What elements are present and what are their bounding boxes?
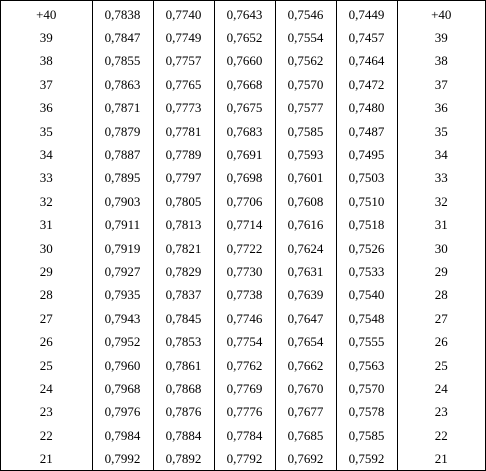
value-cell: 0,7871 — [92, 97, 153, 120]
table-row — [1, 50, 485, 73]
value-cell: 0,7562 — [275, 50, 336, 73]
temperature-cell: 23 — [1, 401, 92, 424]
value-cell: 0,7660 — [214, 50, 275, 73]
value-cell: 0,7563 — [336, 354, 397, 377]
density-table — [1, 1, 485, 471]
value-cell: 0,7984 — [92, 424, 153, 447]
table-body — [1, 1, 485, 471]
value-cell: 0,7670 — [275, 377, 336, 400]
table-row — [1, 143, 485, 166]
value-cell: 0,7578 — [336, 401, 397, 424]
temperature-cell: 28 — [1, 284, 92, 307]
value-cell: 0,7781 — [153, 120, 214, 143]
temperature-cell: 38 — [1, 50, 92, 73]
temperature-cell: 39 — [1, 26, 92, 49]
value-cell: 0,7992 — [92, 447, 153, 470]
temperature-cell-right: 38 — [434, 53, 448, 69]
temperature-cell: 32 — [1, 190, 92, 213]
value-cell: 0,7714 — [214, 214, 275, 237]
value-cell: 0,7624 — [275, 237, 336, 260]
value-cell: 0,7593 — [275, 143, 336, 166]
value-cell: 0,7487 — [336, 120, 397, 143]
temperature-cell-right: 29 — [434, 263, 448, 279]
value-cell: 0,7773 — [153, 97, 214, 120]
value-cell: 0,7784 — [214, 424, 275, 447]
value-cell: 0,7792 — [214, 447, 275, 470]
temperature-cell: 27 — [1, 307, 92, 330]
temperature-cell-right: 23 — [434, 404, 448, 420]
temperature-cell-right: 35 — [434, 123, 448, 139]
temperature-cell: 24 — [1, 377, 92, 400]
table-row — [1, 401, 485, 424]
value-cell: 0,7546 — [275, 1, 336, 26]
temperature-cell-right: 22 — [434, 427, 448, 443]
value-cell: 0,7518 — [336, 214, 397, 237]
temperature-cell: 25 — [1, 354, 92, 377]
value-cell: 0,7892 — [153, 447, 214, 470]
value-cell: 0,7960 — [92, 354, 153, 377]
value-cell: 0,7570 — [275, 73, 336, 96]
value-cell: 0,7813 — [153, 214, 214, 237]
value-cell: 0,7616 — [275, 214, 336, 237]
temperature-cell-right: 31 — [434, 217, 448, 233]
table-row — [1, 377, 485, 400]
temperature-cell: 34 — [1, 143, 92, 166]
value-cell: 0,7861 — [153, 354, 214, 377]
value-cell: 0,7740 — [153, 1, 214, 26]
temperature-cell: 31 — [1, 214, 92, 237]
value-cell: 0,7911 — [92, 214, 153, 237]
value-cell: 0,7585 — [275, 120, 336, 143]
value-cell: 0,7805 — [153, 190, 214, 213]
value-cell: 0,7592 — [336, 447, 397, 470]
table-row — [1, 307, 485, 330]
value-cell: 0,7692 — [275, 447, 336, 470]
value-cell: 0,7675 — [214, 97, 275, 120]
temperature-cell-right: +40 — [431, 6, 452, 22]
table-row — [1, 190, 485, 213]
value-cell: 0,7927 — [92, 260, 153, 283]
value-cell: 0,7838 — [92, 1, 153, 26]
temperature-cell-right: 37 — [434, 76, 448, 92]
value-cell: 0,7863 — [92, 73, 153, 96]
value-cell: 0,7895 — [92, 167, 153, 190]
value-cell: 0,7837 — [153, 284, 214, 307]
temperature-cell: 35 — [1, 120, 92, 143]
value-cell: 0,7884 — [153, 424, 214, 447]
temperature-cell-right: 39 — [434, 30, 448, 46]
value-cell: 0,7570 — [336, 377, 397, 400]
value-cell: 0,7555 — [336, 330, 397, 353]
value-cell: 0,7855 — [92, 50, 153, 73]
value-cell: 0,7639 — [275, 284, 336, 307]
table-row — [1, 354, 485, 377]
value-cell: 0,7868 — [153, 377, 214, 400]
value-cell: 0,7577 — [275, 97, 336, 120]
value-cell: 0,7662 — [275, 354, 336, 377]
value-cell: 0,7540 — [336, 284, 397, 307]
temperature-cell-right: 27 — [434, 310, 448, 326]
temperature-cell-right: 32 — [434, 193, 448, 209]
value-cell: 0,7730 — [214, 260, 275, 283]
value-cell: 0,7879 — [92, 120, 153, 143]
temperature-cell: 26 — [1, 330, 92, 353]
temperature-cell-right: 34 — [434, 147, 448, 163]
value-cell: 0,7585 — [336, 424, 397, 447]
value-cell: 0,7548 — [336, 307, 397, 330]
value-cell: 0,7952 — [92, 330, 153, 353]
table-row — [1, 424, 485, 447]
value-cell: 0,7762 — [214, 354, 275, 377]
value-cell: 0,7919 — [92, 237, 153, 260]
value-cell: 0,7472 — [336, 73, 397, 96]
value-cell: 0,7652 — [214, 26, 275, 49]
value-cell: 0,7457 — [336, 26, 397, 49]
value-cell: 0,7903 — [92, 190, 153, 213]
value-cell: 0,7887 — [92, 143, 153, 166]
value-cell: 0,7968 — [92, 377, 153, 400]
value-cell: 0,7643 — [214, 1, 275, 26]
value-cell: 0,7754 — [214, 330, 275, 353]
value-cell: 0,7654 — [275, 330, 336, 353]
value-cell: 0,7845 — [153, 307, 214, 330]
value-cell: 0,7533 — [336, 260, 397, 283]
value-cell: 0,7765 — [153, 73, 214, 96]
table-row — [1, 73, 485, 96]
temperature-cell-right: 36 — [434, 100, 448, 116]
table-row — [1, 1, 485, 26]
temperature-cell: 36 — [1, 97, 92, 120]
temperature-cell: 21 — [1, 447, 92, 470]
value-cell: 0,7943 — [92, 307, 153, 330]
value-cell: 0,7847 — [92, 26, 153, 49]
value-cell: 0,7631 — [275, 260, 336, 283]
temperature-cell-right: 30 — [434, 240, 448, 256]
value-cell: 0,7480 — [336, 97, 397, 120]
value-cell: 0,7510 — [336, 190, 397, 213]
table-row — [1, 120, 485, 143]
value-cell: 0,7685 — [275, 424, 336, 447]
temperature-cell-right: 25 — [434, 357, 448, 373]
value-cell: 0,7464 — [336, 50, 397, 73]
table-row — [1, 260, 485, 283]
value-cell: 0,7691 — [214, 143, 275, 166]
temperature-cell: 30 — [1, 237, 92, 260]
value-cell: 0,7503 — [336, 167, 397, 190]
value-cell: 0,7647 — [275, 307, 336, 330]
value-cell: 0,7698 — [214, 167, 275, 190]
temperature-cell: 29 — [1, 260, 92, 283]
value-cell: 0,7976 — [92, 401, 153, 424]
value-cell: 0,7706 — [214, 190, 275, 213]
value-cell: 0,7495 — [336, 143, 397, 166]
value-cell: 0,7935 — [92, 284, 153, 307]
temperature-cell: 22 — [1, 424, 92, 447]
value-cell: 0,7668 — [214, 73, 275, 96]
table-row — [1, 284, 485, 307]
table-row — [1, 167, 485, 190]
value-cell: 0,7757 — [153, 50, 214, 73]
value-cell: 0,7722 — [214, 237, 275, 260]
value-cell: 0,7821 — [153, 237, 214, 260]
value-cell: 0,7683 — [214, 120, 275, 143]
table-row — [1, 447, 485, 470]
value-cell: 0,7776 — [214, 401, 275, 424]
temperature-cell-right: 33 — [434, 170, 448, 186]
temperature-cell: +40 — [1, 1, 92, 26]
value-cell: 0,7749 — [153, 26, 214, 49]
table-row — [1, 214, 485, 237]
value-cell: 0,7526 — [336, 237, 397, 260]
value-cell: 0,7608 — [275, 190, 336, 213]
value-cell: 0,7601 — [275, 167, 336, 190]
temperature-cell: 33 — [1, 167, 92, 190]
table-row — [1, 26, 485, 49]
value-cell: 0,7853 — [153, 330, 214, 353]
value-cell: 0,7738 — [214, 284, 275, 307]
value-cell: 0,7769 — [214, 377, 275, 400]
value-cell: 0,7554 — [275, 26, 336, 49]
value-cell: 0,7746 — [214, 307, 275, 330]
temperature-cell-right: 21 — [434, 451, 448, 467]
table-row — [1, 237, 485, 260]
table-row — [1, 97, 485, 120]
value-cell: 0,7677 — [275, 401, 336, 424]
value-cell: 0,7829 — [153, 260, 214, 283]
temperature-cell-right: 24 — [434, 380, 448, 396]
value-cell: 0,7797 — [153, 167, 214, 190]
temperature-cell-right: 28 — [434, 287, 448, 303]
table-row — [1, 330, 485, 353]
temperature-cell-right: 26 — [434, 334, 448, 350]
temperature-cell: 37 — [1, 73, 92, 96]
value-cell: 0,7876 — [153, 401, 214, 424]
value-cell: 0,7449 — [336, 1, 397, 26]
value-cell: 0,7789 — [153, 143, 214, 166]
